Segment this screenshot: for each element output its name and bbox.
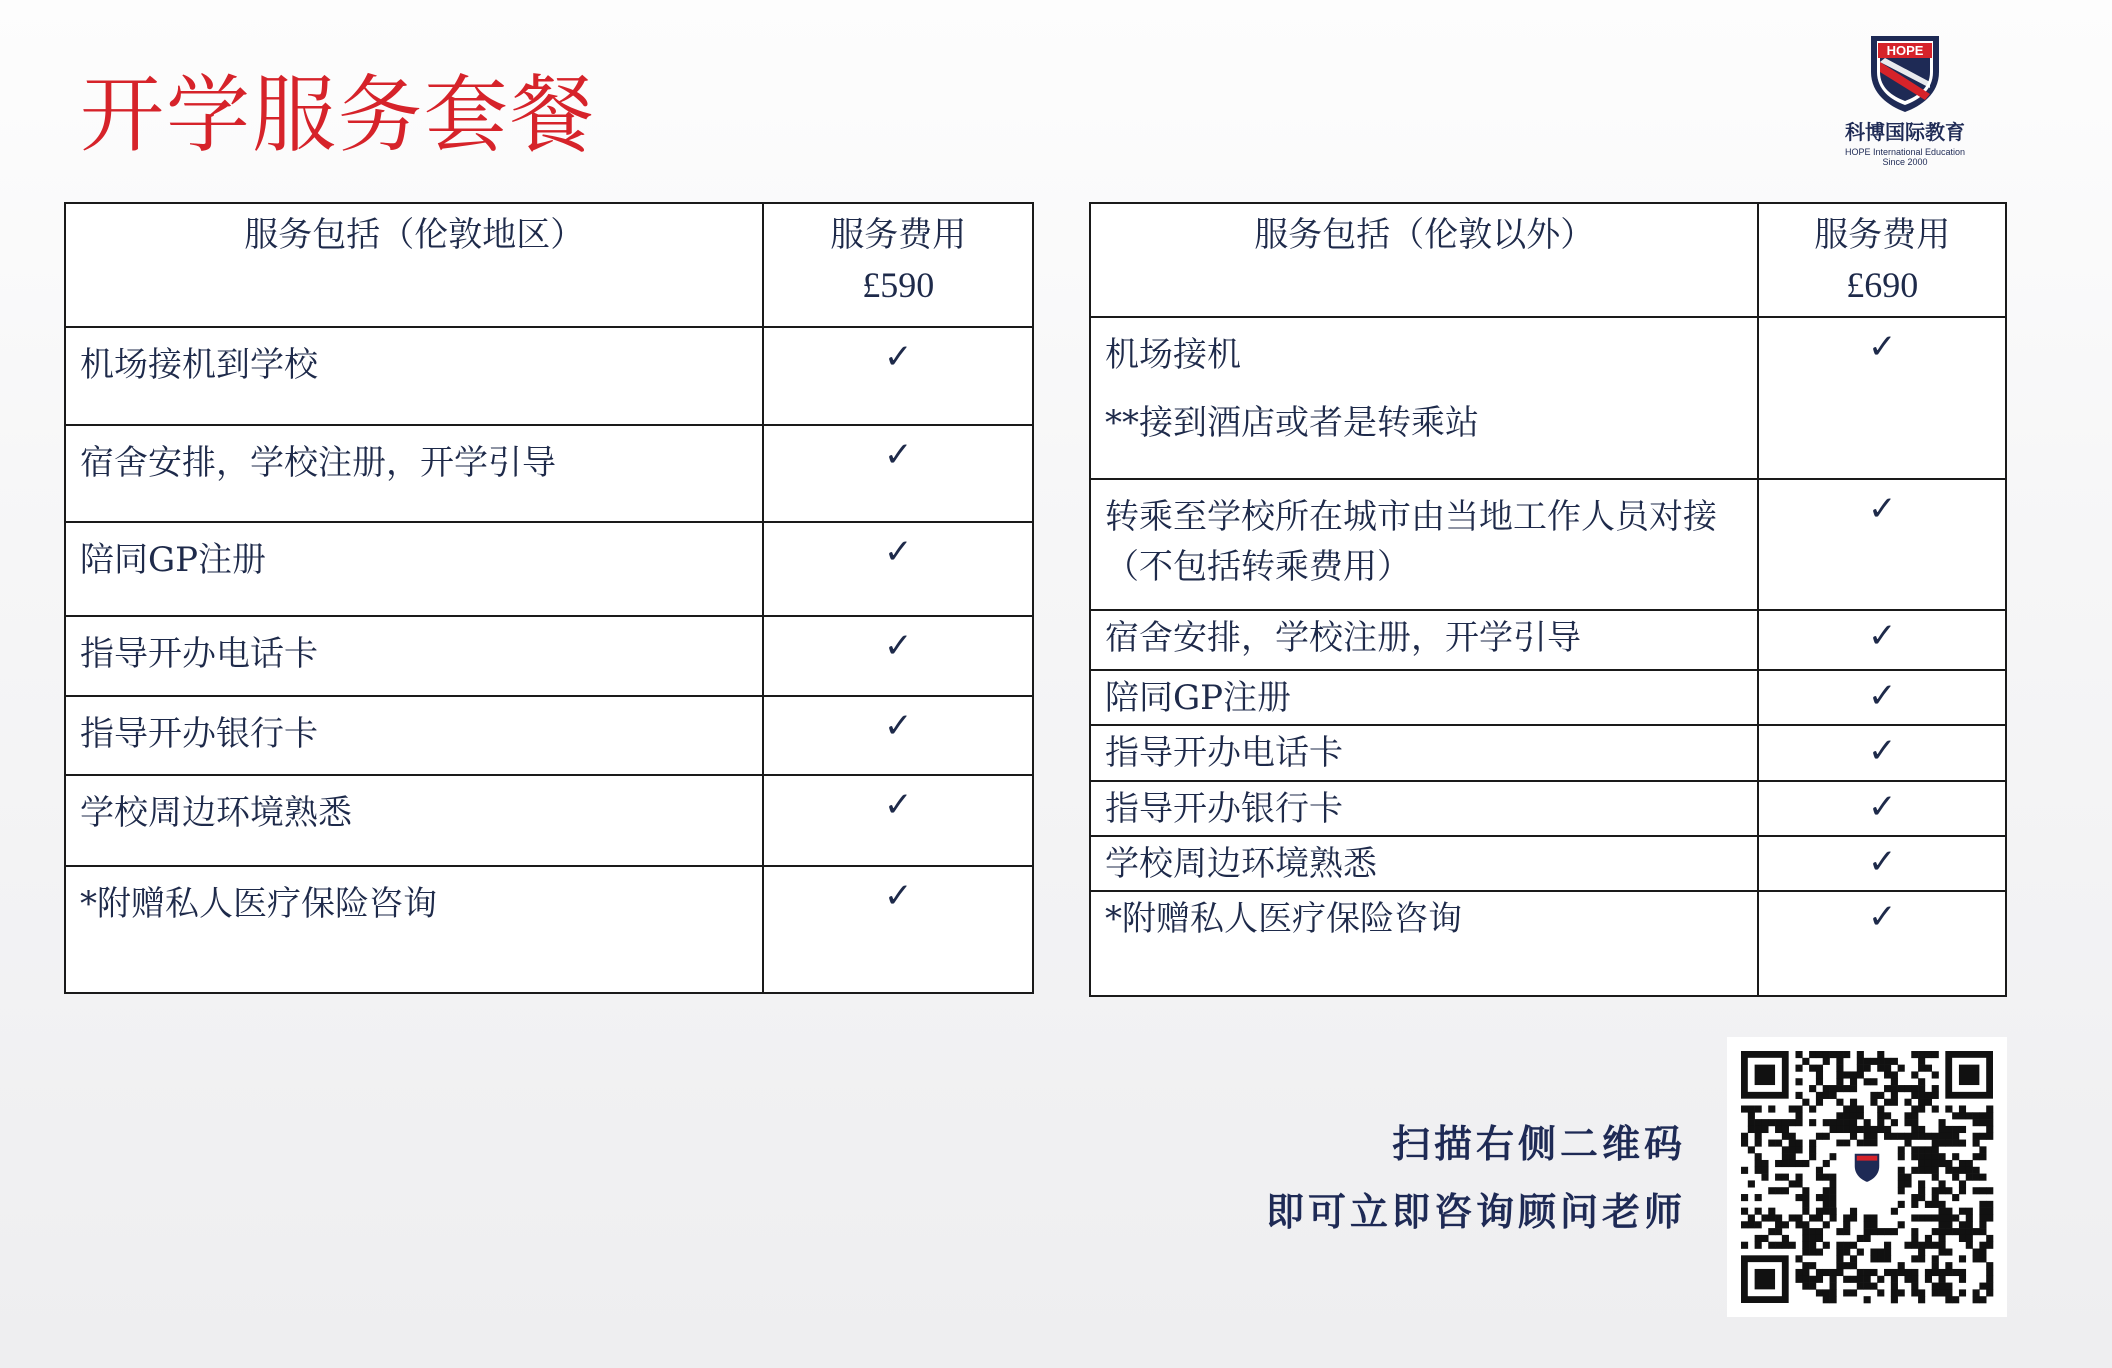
check-icon: ✓ [1758,479,2006,610]
service-label: 学校周边环境熟悉 [1090,836,1758,891]
table-row [1090,781,2006,836]
service-label: 学校周边环境熟悉 [65,775,763,866]
check-icon: ✓ [763,425,1033,522]
check-icon: ✓ [763,327,1033,425]
header-fee [1758,203,2006,317]
service-cell [1090,317,1758,479]
logo-cn-name: 科博国际教育 [1845,120,1965,144]
service-label: 转乘至学校所在城市由当地工作人员对接（不包括转乘费用） [1090,479,1758,610]
header-fee-label: 服务费用 [1814,215,1951,255]
table-row [65,696,1033,775]
logo-badge-text: HOPE [1886,43,1924,58]
service-label: 指导开办电话卡 [1090,725,1758,781]
page-title: 开学服务套餐 [80,66,597,164]
qr-code-icon[interactable] [1727,1037,2007,1317]
check-icon: ✓ [763,866,1033,993]
service-label: 机场接机到学校 [65,327,763,425]
price-outside: £690 [1846,265,1919,305]
service-label: 陪同GP注册 [65,522,763,616]
table-outside-london [1089,202,2007,997]
check-icon: ✓ [763,616,1033,696]
service-label: 指导开办电话卡 [65,616,763,696]
table-row [65,327,1033,425]
table-row [1090,725,2006,781]
qr-caption-line1: 扫描右侧二维码 [1391,1121,1686,1166]
service-note: **接到酒店或者是转乘站 [1105,403,1479,443]
table-row [1090,891,2006,996]
service-label: *附赠私人医疗保险咨询 [65,866,763,993]
check-icon: ✓ [763,522,1033,616]
table-row [1090,670,2006,725]
qr-caption [1266,1110,1686,1246]
check-icon: ✓ [1758,610,2006,670]
table-row [65,775,1033,866]
service-label: 陪同GP注册 [1090,670,1758,725]
service-label: 指导开办银行卡 [1090,781,1758,836]
header-services: 服务包括（伦敦地区） [65,203,763,327]
hope-shield-icon [1865,32,1945,114]
check-icon: ✓ [1758,317,2006,479]
qr-code-graphic [1727,1037,2007,1317]
check-icon: ✓ [763,696,1033,775]
hope-logo [1820,32,1990,167]
logo-en-name: HOPE International Education [1844,147,1966,157]
service-label: 宿舍安排，学校注册，开学引导 [1090,610,1758,670]
header-fee-label: 服务费用 [830,215,967,255]
table-london [64,202,1034,994]
check-icon: ✓ [1758,670,2006,725]
check-icon: ✓ [1758,836,2006,891]
table-header-row [1090,203,2006,317]
service-label: 指导开办银行卡 [65,696,763,775]
service-label: 宿舍安排，学校注册，开学引导 [65,425,763,522]
check-icon: ✓ [1758,725,2006,781]
table-header-row [65,203,1033,327]
service-label: *附赠私人医疗保险咨询 [1090,891,1758,996]
service-label: 机场接机 [1105,335,1241,375]
check-icon: ✓ [1758,891,2006,996]
table-row [65,425,1033,522]
header-services: 服务包括（伦敦以外） [1090,203,1758,317]
logo-since: Since 2000 [1882,157,1928,167]
table-row [1090,836,2006,891]
check-icon: ✓ [763,775,1033,866]
table-row [65,522,1033,616]
table-row [1090,317,2006,479]
price-london: £590 [862,265,935,305]
table-row [1090,479,2006,610]
header-fee [763,203,1033,327]
table-row [1090,610,2006,670]
qr-caption-line2: 即可立即咨询顾问老师 [1265,1189,1686,1234]
check-icon: ✓ [1758,781,2006,836]
table-row [65,616,1033,696]
table-row [65,866,1033,993]
